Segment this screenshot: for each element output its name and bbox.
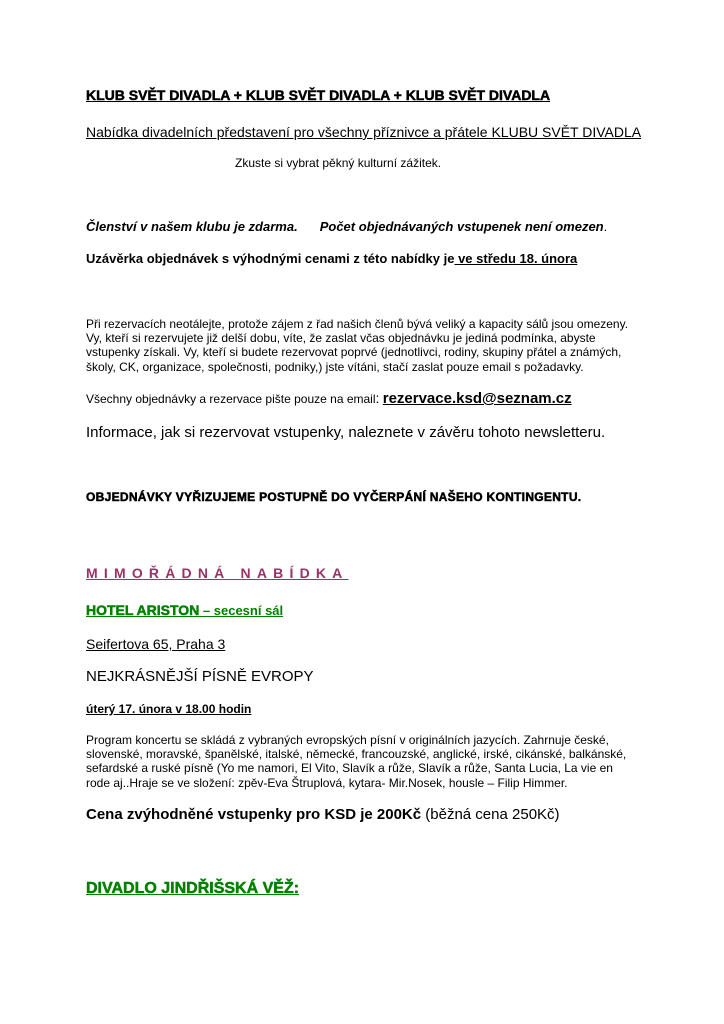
intro-line: školy, CK, organizace, společnosti, podniky,) jste vítáni, stačí zaslat pouze email s požadavky.	[86, 359, 584, 374]
price-member: Cena zvýhodněné vstupenky pro KSD je 200Kč	[86, 806, 422, 823]
description-line: sefardské a ruské písně (Yo me namori, El Vito, Slavík a růže, Slavík a růže, Santa Lucia, La vie en	[86, 761, 613, 776]
price-regular: (běžná cena 250Kč)	[421, 806, 560, 823]
description-line: slovenské, moravské, španělské, italské, německé, francouzské, anglické, irské, cikánské, balkánské,	[86, 747, 627, 762]
deadline-date: ve středu 18. února	[454, 251, 578, 266]
venue-address: Seifertova 65, Praha 3	[86, 636, 226, 652]
special-offer-heading: MIMOŘÁDNÁ NABÍDKA	[86, 565, 349, 581]
subtitle: Nabídka divadelních představení pro všechny příznivce a přátele KLUBU SVĚT DIVADLA	[86, 124, 642, 140]
email-line	[86, 390, 572, 407]
tagline: Zkuste si vybrat pěkný kulturní zážitek.	[235, 156, 442, 170]
email-label: Všechny objednávky a rezervace pište pouze na email	[86, 392, 376, 406]
venue-sub: – secesní sál	[199, 603, 284, 618]
membership-unlimited: Počet objednávaných vstupenek není omezen	[319, 219, 604, 234]
period: .	[603, 219, 608, 234]
membership-line	[86, 220, 607, 235]
intro-line: Při rezervacích neotálejte, protože zájem z řad našich členů bývá veliký a kapacity sálů jsou omezeny.	[86, 317, 629, 331]
notice: OBJEDNÁVKY VYŘIZUJEME POSTUPNĚ DO VYČERPÁNÍ NAŠEHO KONTINGENTU.	[86, 490, 582, 504]
description-line: rode aj..Hraje se ve složení: zpěv-Eva Štruplová, kytara- Mir.Nosek, housle – Filip Himmer.	[86, 775, 568, 790]
description-line: Program koncertu se skládá z vybraných evropských písní v originálních jazycích. Zahrnuje české,	[86, 733, 609, 747]
deadline-text: Uzávěrka objednávek s výhodnými cenami z této nabídky je	[86, 251, 455, 266]
price-line	[86, 806, 560, 823]
email-link[interactable]: rezervace.ksd@seznam.cz	[382, 390, 572, 407]
intro-line: Vy, kteří si rezervujete již delší dobu, víte, že zaslat včas objednávku je jediná podmínka, abyste	[86, 331, 596, 346]
next-venue-heading: DIVADLO JINDŘIŠSKÁ VĚŽ:	[86, 880, 300, 897]
intro-paragraph	[86, 317, 628, 374]
venue-name: HOTEL ARISTON	[86, 602, 200, 618]
show-description	[86, 733, 626, 790]
page-title: KLUB SVĚT DIVADLA + KLUB SVĚT DIVADLA + KLUB SVĚT DIVADLA	[86, 87, 551, 103]
email-colon: :	[375, 390, 380, 406]
info-text: Informace, jak si rezervovat vstupenky, naleznete v závěru tohoto newsletteru.	[86, 424, 606, 441]
deadline-line	[86, 252, 577, 267]
show-datetime: úterý 17. února v 18.00 hodin	[86, 702, 252, 716]
venue-heading	[86, 602, 283, 619]
membership-free: Členství v našem klubu je zdarma.	[86, 219, 298, 234]
intro-line: vstupenky získali. Vy, kteří si budete rezervovat poprvé (jednotlivci, rodiny, skupiny přátel a známých,	[86, 345, 622, 360]
show-title: NEJKRÁSNĚJŠÍ PÍSNĚ EVROPY	[86, 668, 314, 685]
